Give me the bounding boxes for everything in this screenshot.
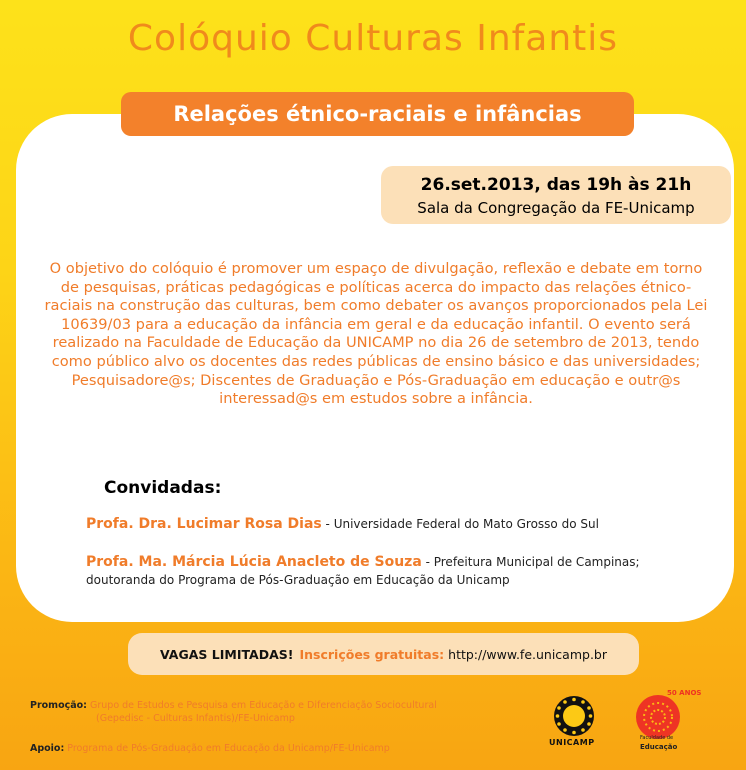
guest-affiliation: - Universidade Federal do Mato Grosso do Sul — [321, 517, 599, 531]
free-registration-label: Inscrições gratuitas: — [299, 646, 445, 662]
page-title: Colóquio Culturas Infantis — [127, 18, 619, 59]
promotion-footer — [30, 699, 520, 725]
fe-logo-line2: Educação — [640, 743, 678, 751]
subtitle-text: Relações étnico-raciais e infâncias — [173, 102, 582, 126]
guests-heading: Convidadas: — [104, 478, 222, 498]
guest-item — [86, 553, 706, 589]
promo-text-2: (Gepedisc - Culturas Infantis)/FE-Unicamp — [96, 713, 295, 724]
promo-label: Promoção: — [30, 700, 87, 711]
apoio-text: Programa de Pós-Graduação em Educação da Unicamp/FE-Unicamp — [67, 743, 390, 754]
event-venue: Sala da Congregação da FE-Unicamp — [417, 199, 695, 217]
guest-item — [86, 515, 706, 533]
fe-logo-line1: Faculdade de — [640, 735, 674, 741]
fe-years-text: 50 ANOS — [667, 689, 702, 697]
registration-box — [128, 633, 639, 675]
unicamp-logo-text: UNICAMP — [549, 738, 595, 747]
subtitle-banner — [121, 92, 634, 136]
support-footer — [30, 742, 390, 755]
promo-text-1: Grupo de Estudos e Pesquisa em Educação e Diferenciação Sociocultural — [90, 700, 437, 711]
guest-affiliation: - Prefeitura Municipal de Campinas; doutoranda do Programa de Pós-Graduação em Educação da Unicamp — [86, 555, 640, 587]
event-date-time: 26.set.2013, das 19h às 21h — [420, 175, 692, 195]
description-text: O objetivo do colóquio é promover um espaço de divulgação, reflexão e debate em torno de pesquisas, práticas pedagógicas e políticas acerca do impacto das relações étnico-raciais na construção das culturas, bem como debater os avanços proporcionados pela Lei 10639/03 para a educação da infância em geral e da educação infantil. O evento será realizado na Faculdade de Educação da UNICAMP no dia 26 de setembro de 2013, tendo como público alvo os docentes das redes públicas de ensino básico e das universidades; Pesquisadore@s; Discentes de Graduação e Pós-Graduação em educação e outr@s interessad@s em estudos sobre a infância. — [44, 260, 708, 408]
registration-link[interactable]: http://www.fe.unicamp.br — [448, 646, 608, 662]
guest-name: Profa. Dra. Lucimar Rosa Dias — [86, 516, 322, 532]
date-venue-box — [381, 166, 731, 224]
guest-name: Profa. Ma. Márcia Lúcia Anacleto de Souza — [86, 554, 422, 570]
limited-spots-label: VAGAS LIMITADAS! — [159, 646, 294, 662]
apoio-label: Apoio: — [30, 743, 65, 754]
